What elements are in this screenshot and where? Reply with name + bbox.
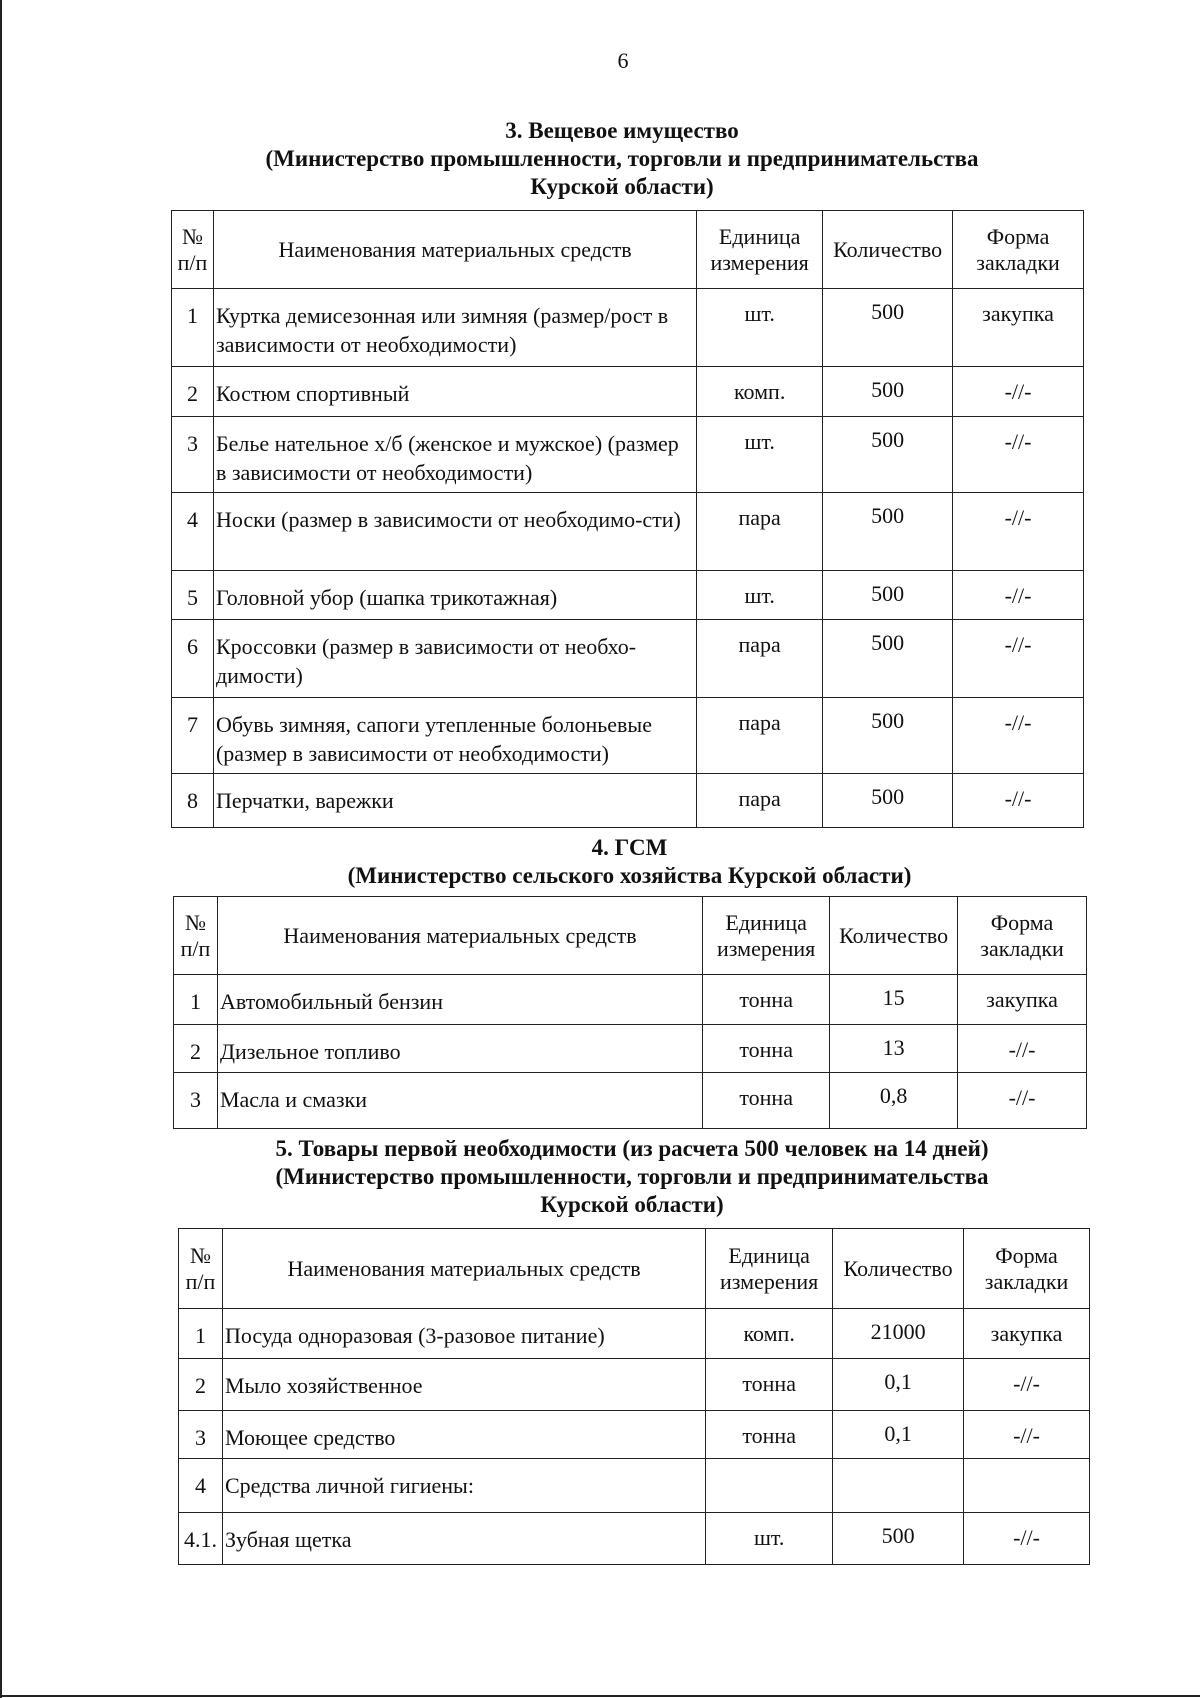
page-bottom-border — [0, 1695, 1200, 1697]
form-cell: -//- — [964, 1359, 1090, 1411]
header-row — [179, 1229, 1090, 1309]
row-number: 4 — [172, 493, 214, 571]
col-header-name: Наименования материальных средств — [222, 1229, 705, 1309]
section5-title: 5. Товары первой необходимости (из расчета 500 человек на 14 дней) — [275, 1136, 989, 1161]
unit-cell: комп. — [706, 1309, 833, 1359]
row-number: 4 — [179, 1459, 223, 1513]
row-number: 3 — [179, 1411, 223, 1459]
row-number: 1 — [172, 289, 214, 367]
form-cell: -//- — [953, 620, 1084, 698]
section4-table-body — [174, 897, 1087, 1129]
form-cell: -//- — [953, 571, 1084, 620]
section4-heading — [172, 834, 1087, 890]
form-cell: -//- — [964, 1513, 1090, 1565]
section3-subtitle-line2: Курской области) — [530, 174, 714, 199]
unit-cell: пара — [697, 620, 823, 698]
section3-heading — [172, 117, 1072, 201]
quantity-cell — [833, 1459, 964, 1513]
quantity-cell: 500 — [823, 698, 953, 774]
section3-table-body — [172, 211, 1084, 828]
section4-title: 4. ГСМ — [591, 835, 668, 860]
unit-cell: тонна — [703, 1073, 830, 1129]
col-header-qty: Количество — [830, 897, 958, 975]
quantity-cell: 0,8 — [830, 1073, 958, 1129]
item-name: Посуда одноразовая (3-разовое питание) — [222, 1309, 705, 1359]
form-cell: -//- — [958, 1073, 1087, 1129]
form-cell: -//- — [953, 698, 1084, 774]
form-cell: закупка — [958, 975, 1087, 1025]
unit-cell: шт. — [697, 417, 823, 493]
quantity-cell: 500 — [823, 620, 953, 698]
form-cell — [964, 1459, 1090, 1513]
item-name: Носки (размер в зависимости от необходимо-сти) — [213, 493, 696, 571]
row-number: 8 — [172, 774, 214, 828]
col-header-unit: Единица измерения — [706, 1229, 833, 1309]
table-row — [179, 1513, 1090, 1565]
quantity-cell: 500 — [823, 571, 953, 620]
section5-heading — [172, 1135, 1092, 1219]
unit-cell: комп. — [697, 367, 823, 417]
col-header-form: Форма закладки — [953, 211, 1084, 289]
col-header-qty: Количество — [833, 1229, 964, 1309]
item-name: Головной убор (шапка трикотажная) — [213, 571, 696, 620]
quantity-cell: 500 — [823, 774, 953, 828]
unit-cell: пара — [697, 774, 823, 828]
col-header-num: № п/п — [174, 897, 218, 975]
item-name: Обувь зимняя, сапоги утепленные болоньевые (размер в зависимости от необходимости) — [213, 698, 696, 774]
item-name: Автомобильный бензин — [217, 975, 702, 1025]
col-header-form: Форма закладки — [958, 897, 1087, 975]
header-row — [172, 211, 1084, 289]
item-name: Костюм спортивный — [213, 367, 696, 417]
unit-cell: тонна — [703, 1025, 830, 1073]
col-header-num: № п/п — [179, 1229, 223, 1309]
unit-cell: тонна — [706, 1411, 833, 1459]
form-cell: -//- — [958, 1025, 1087, 1073]
quantity-cell: 500 — [823, 289, 953, 367]
form-cell: -//- — [953, 493, 1084, 571]
col-header-qty: Количество — [823, 211, 953, 289]
form-cell: -//- — [953, 417, 1084, 493]
section5-subtitle-line2: Курской области) — [540, 1192, 724, 1217]
unit-cell: шт. — [706, 1513, 833, 1565]
section4-subtitle-line1: (Министерство сельского хозяйства Курской области) — [347, 863, 912, 888]
form-cell: -//- — [953, 774, 1084, 828]
row-number: 7 — [172, 698, 214, 774]
row-number: 5 — [172, 571, 214, 620]
row-number: 4.1. — [179, 1513, 223, 1565]
unit-cell: тонна — [706, 1359, 833, 1411]
table-row — [179, 1309, 1090, 1359]
table-row — [179, 1411, 1090, 1459]
section3-title: 3. Вещевое имущество — [505, 118, 739, 143]
item-name: Мыло хозяйственное — [222, 1359, 705, 1411]
quantity-cell: 500 — [823, 367, 953, 417]
table-row — [172, 774, 1084, 828]
table-row — [174, 1025, 1087, 1073]
row-number: 2 — [179, 1359, 223, 1411]
table-row — [172, 571, 1084, 620]
row-number: 6 — [172, 620, 214, 698]
quantity-cell: 0,1 — [833, 1359, 964, 1411]
form-cell: -//- — [953, 367, 1084, 417]
table-row — [172, 620, 1084, 698]
col-header-unit: Единица измерения — [703, 897, 830, 975]
quantity-cell: 21000 — [833, 1309, 964, 1359]
section5-table-body — [179, 1229, 1090, 1565]
section5-subtitle-line1: (Министерство промышленности, торговли и предпринимательства — [275, 1164, 989, 1189]
table-row — [172, 493, 1084, 571]
row-number: 2 — [174, 1025, 218, 1073]
quantity-cell: 13 — [830, 1025, 958, 1073]
unit-cell: шт. — [697, 571, 823, 620]
item-name: Белье нательное х/б (женское и мужское) (размер в зависимости от необходимости) — [213, 417, 696, 493]
row-number: 1 — [174, 975, 218, 1025]
item-name: Масла и смазки — [217, 1073, 702, 1129]
section5-table — [178, 1228, 1090, 1565]
col-header-unit: Единица измерения — [697, 211, 823, 289]
table-row — [179, 1359, 1090, 1411]
quantity-cell: 500 — [823, 493, 953, 571]
section3-table — [171, 210, 1084, 828]
table-row — [172, 367, 1084, 417]
header-row — [174, 897, 1087, 975]
page-number: 6 — [617, 48, 629, 73]
unit-cell: тонна — [703, 975, 830, 1025]
page-left-border — [0, 0, 2, 1698]
quantity-cell: 0,1 — [833, 1411, 964, 1459]
item-name: Зубная щетка — [222, 1513, 705, 1565]
col-header-num: № п/п — [172, 211, 214, 289]
section3-subtitle-line1: (Министерство промышленности, торговли и предпринимательства — [265, 146, 979, 171]
form-cell: закупка — [953, 289, 1084, 367]
row-number: 3 — [174, 1073, 218, 1129]
table-row — [174, 1073, 1087, 1129]
quantity-cell: 15 — [830, 975, 958, 1025]
table-row — [174, 975, 1087, 1025]
unit-cell — [706, 1459, 833, 1513]
quantity-cell: 500 — [823, 417, 953, 493]
row-number: 1 — [179, 1309, 223, 1359]
table-row — [172, 698, 1084, 774]
table-row — [172, 289, 1084, 367]
section4-table — [173, 896, 1087, 1129]
unit-cell: пара — [697, 493, 823, 571]
row-number: 3 — [172, 417, 214, 493]
item-name: Куртка демисезонная или зимняя (размер/рост в зависимости от необходимости) — [213, 289, 696, 367]
form-cell: закупка — [964, 1309, 1090, 1359]
form-cell: -//- — [964, 1411, 1090, 1459]
table-row — [172, 417, 1084, 493]
unit-cell: пара — [697, 698, 823, 774]
table-row — [179, 1459, 1090, 1513]
col-header-name: Наименования материальных средств — [213, 211, 696, 289]
item-name: Моющее средство — [222, 1411, 705, 1459]
col-header-name: Наименования материальных средств — [217, 897, 702, 975]
item-name: Перчатки, варежки — [213, 774, 696, 828]
item-name: Кроссовки (размер в зависимости от необхо-димости) — [213, 620, 696, 698]
item-name: Дизельное топливо — [217, 1025, 702, 1073]
item-name: Средства личной гигиены: — [222, 1459, 705, 1513]
unit-cell: шт. — [697, 289, 823, 367]
quantity-cell: 500 — [833, 1513, 964, 1565]
col-header-form: Форма закладки — [964, 1229, 1090, 1309]
row-number: 2 — [172, 367, 214, 417]
